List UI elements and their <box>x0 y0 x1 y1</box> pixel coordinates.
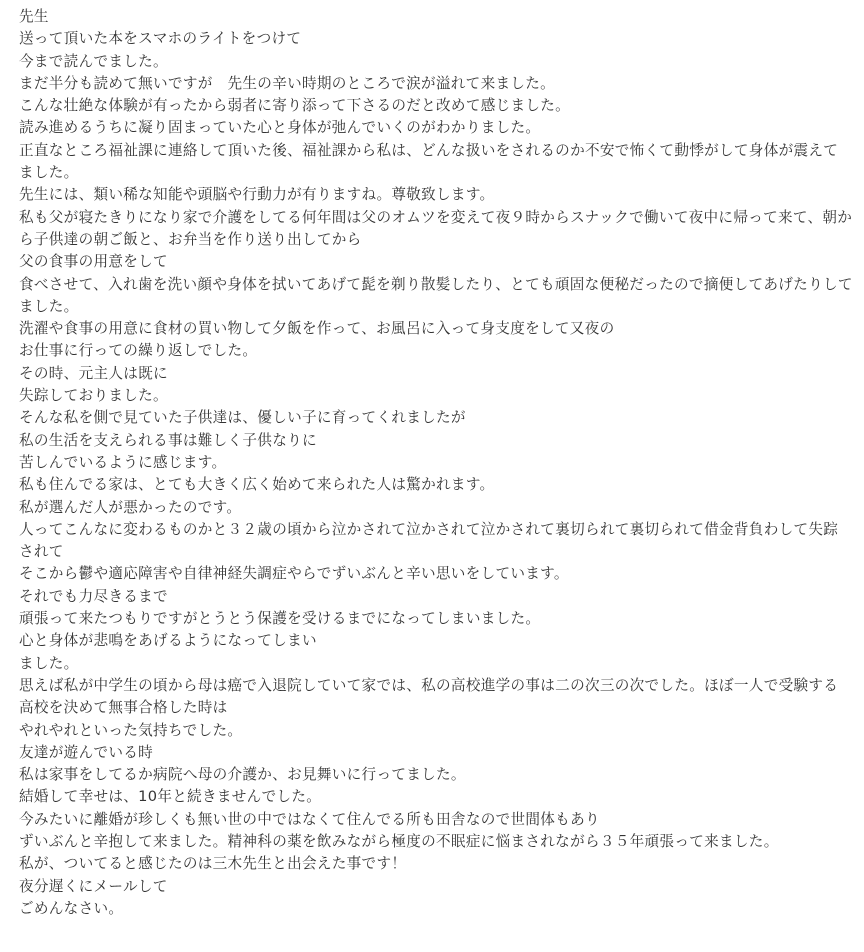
letter-line: それでも力尽きるまで <box>19 587 168 605</box>
letter-line: 私が、ついてると感じたのは三木先生と出会えた事です！ <box>19 855 407 873</box>
letter-line: ずいぶんと辛抱して来ました。精神科の薬を飲みながら極度の不眠症に悩まされながら３５年頑張って来ました。 <box>19 832 779 850</box>
letter-line: 私は家事をしてるか病院へ母の介護か、お見舞いに行ってました。 <box>19 766 466 784</box>
letter-line: こんな壮絶な体験が有ったから弱者に寄り添って下さるのだと改めて感じました。 <box>19 97 571 115</box>
letter-line: 今まで読んでました。 <box>19 52 168 70</box>
letter-line: 先生には、類い稀な知能や頭脳や行動力が有りますね。尊敬致します。 <box>19 186 495 204</box>
letter-body <box>19 6 853 920</box>
letter-line: 人ってこんなに変わるものかと３２歳の頃から泣かされて泣かされて泣かされて裏切られて裏切られて借金背負わして失踪されて <box>19 520 839 561</box>
letter-line: 頑張って来たつもりですがとうとう保護を受けるまでになってしまいました。 <box>19 610 541 628</box>
letter-line: ました。 <box>19 654 79 672</box>
letter-line: ごめんなさい。 <box>19 899 124 917</box>
letter-line: 読み進めるうちに凝り固まっていた心と身体が弛んでいくのがわかりました。 <box>19 119 541 137</box>
letter-line: 心と身体が悲鳴をあげるようになってしまい <box>19 632 317 650</box>
letter-line: 夜分遅くにメールして <box>19 877 168 895</box>
letter-line: 正直なところ福祉課に連絡して頂いた後、福祉課から私は、どんな扱いをされるのか不安で怖くて動悸がして身体が震えてました。 <box>19 141 839 182</box>
letter-line: 結婚して幸せは、10年と続きませんでした。 <box>19 788 322 806</box>
letter-line: 洗濯や食事の用意に食材の買い物して夕飯を作って、お風呂に入って身支度をして又夜の <box>19 320 615 338</box>
letter-line: 失踪しておりました。 <box>19 387 168 405</box>
letter-line: 思えば私が中学生の頃から母は癌で入退院していて家では、私の高校進学の事は二の次三の次でした。ほぼ一人で受験する高校を決めて無事合格した時は <box>19 676 839 717</box>
letter-line: 私の生活を支えられる事は難しく子供なりに <box>19 431 317 449</box>
letter-line: 友達が遊んでいる時 <box>19 743 154 761</box>
letter-line: 私も父が寝たきりになり家で介護をしてる何年間は父のオムツを変えて夜９時からスナックで働いて夜中に帰って来て、朝から子供達の朝ご飯と、お弁当を作り送り出してから <box>19 208 853 248</box>
letter-line: まだ半分も読めて無いですが 先生の辛い時期のところで涙が溢れて来ました。 <box>19 74 556 92</box>
letter-line: やれやれといった気持ちでした。 <box>19 721 243 739</box>
letter-line: お仕事に行っての繰り返しでした。 <box>19 342 258 360</box>
letter-line: その時、元主人は既に <box>19 364 168 382</box>
letter-line: 先生 <box>19 8 49 25</box>
letter-line: 苦しんでいるように感じます。 <box>19 453 227 471</box>
letter-line: 今みたいに離婚が珍しくも無い世の中ではなくて住んでる所も田舎なので世間体もあり <box>19 810 600 828</box>
letter-line: 送って頂いた本をスマホのライトをつけて <box>19 30 302 48</box>
letter-line: 父の食事の用意をして <box>19 253 168 271</box>
letter-line: 私が選んだ人が悪かったのです。 <box>19 498 242 516</box>
letter-line: そんな私を側で見ていた子供達は、優しい子に育ってくれましたが <box>19 409 466 427</box>
letter-line: 私も住んでる家は、とても大きく広く始めて来られた人は驚かれます。 <box>19 476 495 494</box>
letter-line: そこから鬱や適応障害や自律神経失調症やらでずいぶんと辛い思いをしています。 <box>19 565 569 583</box>
letter-line: 食べさせて、入れ歯を洗い顔や身体を拭いてあげて髭を剃り散髪したり、とても頑固な便秘だったので摘便してあげたりしてました。 <box>19 275 853 315</box>
